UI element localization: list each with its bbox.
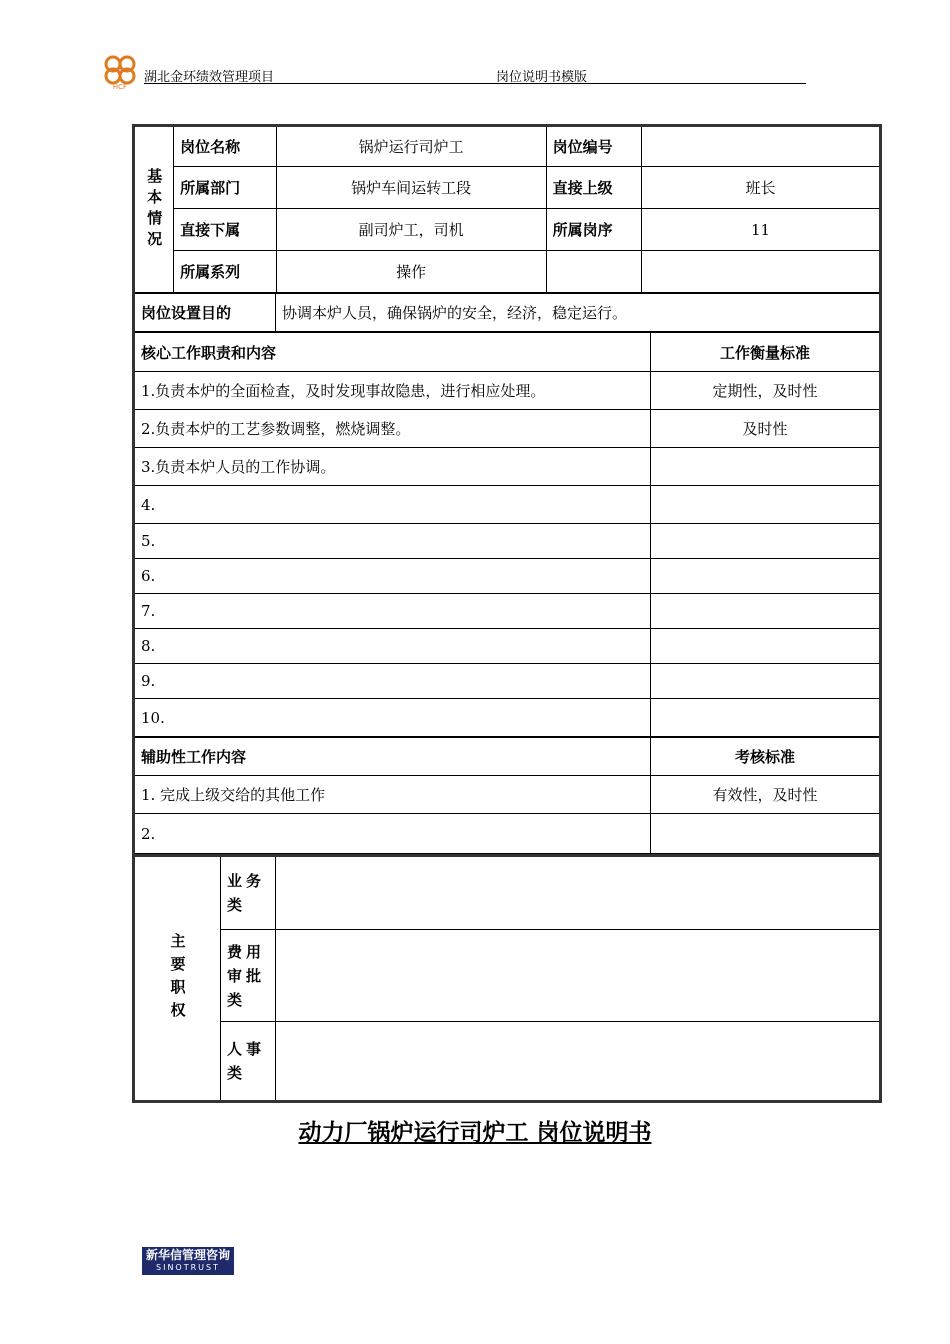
table-row [134,372,881,410]
value-direct-supervisor: 班长 [642,167,881,209]
value-position-rank: 11 [642,209,881,251]
aux-standard: 有效性，及时性 [651,776,881,814]
duty-text: 7. [134,594,651,629]
authority-table [132,854,882,1103]
duty-text: 4. [134,486,651,524]
aux-text: 2. [134,814,651,854]
table-row [134,664,881,699]
document-title: 动力厂锅炉运行司炉工 岗位说明书 [298,1120,652,1146]
duty-standard: 定期性，及时性 [651,372,881,410]
duty-text: 8. [134,629,651,664]
duty-text: 6. [134,559,651,594]
basic-row [134,209,881,251]
project-name: 湖北金环绩效管理项目 [144,70,275,85]
value-series: 操作 [276,251,546,293]
label-series: 所属系列 [174,251,276,293]
empty-cell [642,251,881,293]
value-position-code [642,126,881,167]
core-duties-table [132,332,882,737]
basic-row [134,126,881,167]
consultancy-logo-cn: 新华信管理咨询 [145,1248,230,1262]
duty-text: 5. [134,524,651,559]
duty-text: 9. [134,664,651,699]
header-divider [144,83,806,84]
table-row [134,699,881,737]
aux-duties-header: 辅助性工作内容 [134,738,651,776]
purpose-text: 协调本炉人员，确保锅炉的安全，经济，稳定运行。 [276,294,881,332]
duty-text: 3.负责本炉人员的工作协调。 [134,448,651,486]
duty-text: 1.负责本炉的全面检查，及时发现事故隐患，进行相应处理。 [134,372,651,410]
basic-row [134,167,881,209]
basic-info-table [132,124,882,293]
basic-row [134,251,881,293]
authority-value-business [276,856,881,930]
label-position-name: 岗位名称 [174,126,276,167]
aux-standard-header: 考核标准 [651,738,881,776]
authority-value-personnel [276,1022,881,1102]
label-direct-supervisor: 直接上级 [546,167,641,209]
core-standard-header: 工作衡量标准 [651,333,881,372]
value-subordinates: 副司炉工，司机 [276,209,546,251]
company-logo-icon [100,54,140,90]
duty-standard [651,524,881,559]
authority-section-label: 主要职权 [134,856,221,1102]
basic-section-label: 基本情况 [134,126,174,293]
label-position-rank: 所属岗序 [546,209,641,251]
template-name: 岗位说明书模版 [496,70,588,85]
duty-standard [651,594,881,629]
core-duties-header: 核心工作职责和内容 [134,333,651,372]
authority-label-business: 业务类 [221,856,276,930]
label-department: 所属部门 [174,167,276,209]
logo-text: HCF [112,83,128,90]
table-row [134,448,881,486]
label-position-code: 岗位编号 [546,126,641,167]
duty-standard [651,664,881,699]
label-subordinates: 直接下属 [174,209,276,251]
duty-standard: 及时性 [651,410,881,448]
table-row [134,594,881,629]
aux-text: 1. 完成上级交给的其他工作 [134,776,651,814]
table-row [134,629,881,664]
table-row [134,559,881,594]
table-row [134,524,881,559]
table-row [134,814,881,854]
aux-standard [651,814,881,854]
duty-standard [651,629,881,664]
duty-standard [651,699,881,737]
auxiliary-duties-table [132,737,882,854]
table-row [134,486,881,524]
table-row [134,776,881,814]
duty-standard [651,448,881,486]
empty-cell [546,251,641,293]
value-department: 锅炉车间运转工段 [276,167,546,209]
job-description-form [132,124,882,1103]
authority-value-expense [276,930,881,1022]
purpose-table [132,293,882,332]
table-row [134,410,881,448]
duty-standard [651,486,881,524]
authority-label-expense: 费用审批类 [221,930,276,1022]
duty-text: 2.负责本炉的工艺参数调整，燃烧调整。 [134,410,651,448]
duty-standard [651,559,881,594]
consultancy-logo-en: SINOTRUST [156,1263,220,1272]
value-position-name: 锅炉运行司炉工 [276,126,546,167]
authority-label-personnel: 人事类 [221,1022,276,1102]
purpose-label: 岗位设置目的 [134,294,276,332]
page-header [100,54,806,90]
consultancy-logo [142,1247,234,1275]
duty-text: 10. [134,699,651,737]
